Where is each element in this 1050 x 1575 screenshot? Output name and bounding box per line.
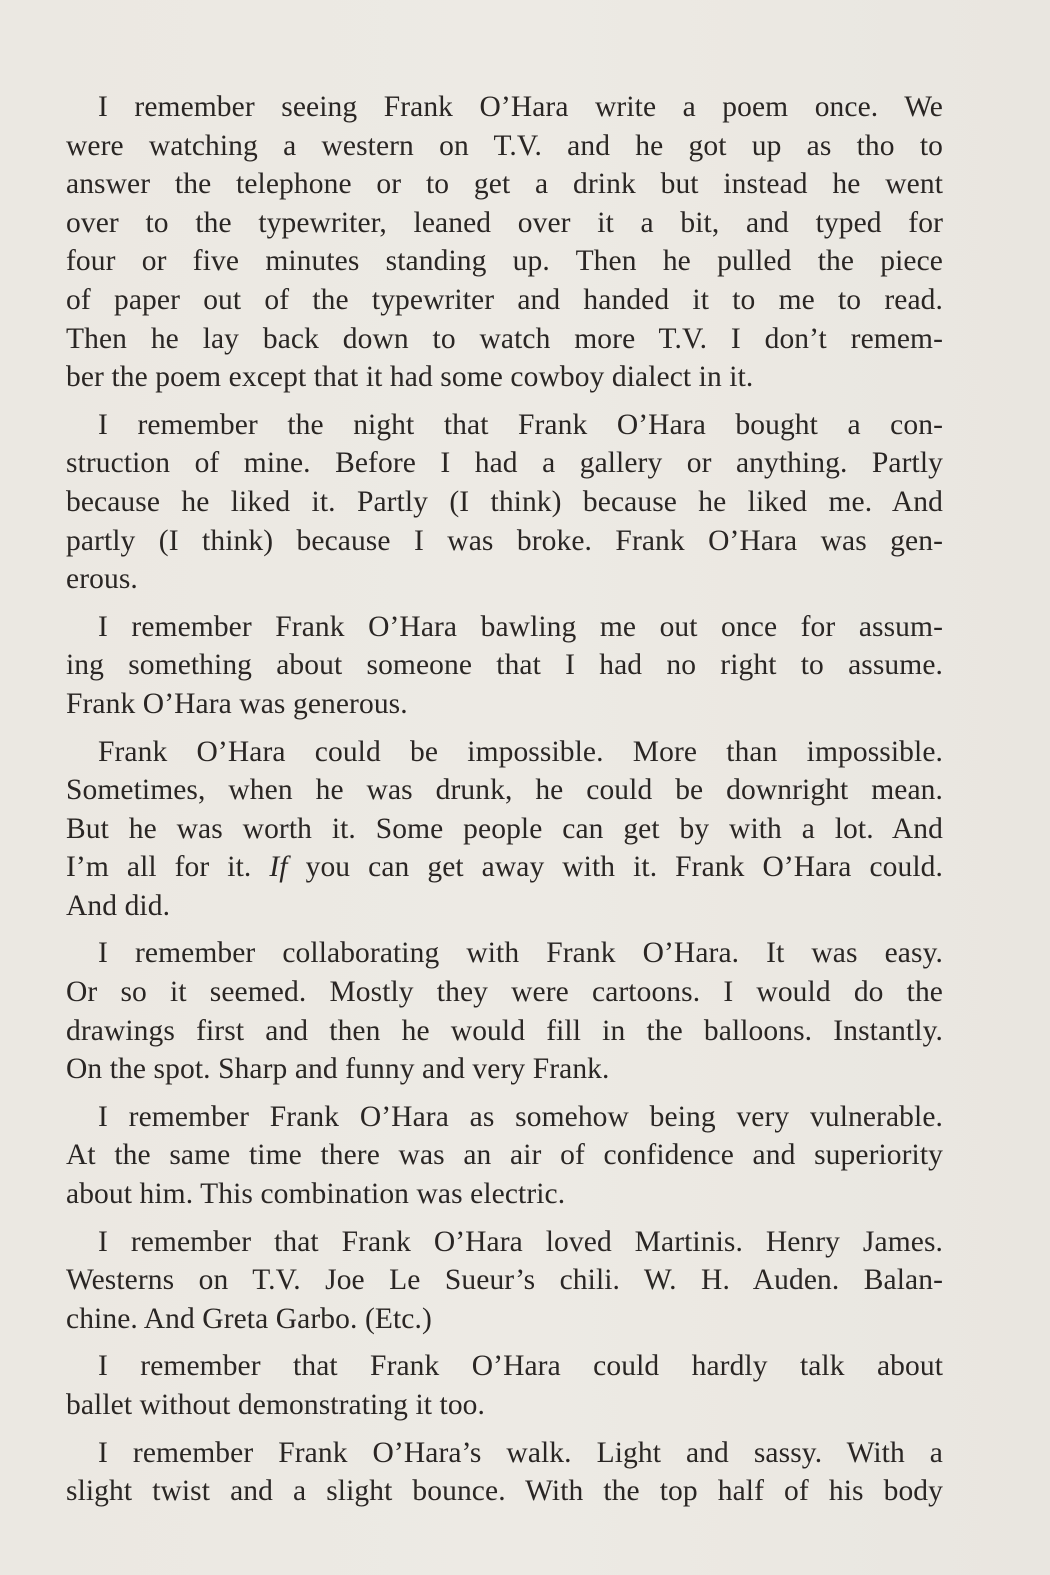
- paragraph-walk: [34, 1434, 943, 1511]
- paragraph-poem-writing: [34, 88, 943, 397]
- text-line: At the same time there was an air of confidence and superiority: [66, 1139, 943, 1172]
- text-line: I remember collaborating with Frank O’Hara. It was easy.: [98, 937, 943, 970]
- text-line: drawings first and then he would fill in the balloons. Instantly.: [66, 1014, 943, 1047]
- text-line: erous.: [66, 563, 138, 596]
- text-line: Westerns on T.V. Joe Le Sueur’s chili. W. H. Auden. Balan-: [66, 1264, 943, 1297]
- text-line: I remember seeing Frank O’Hara write a poem once. We: [98, 91, 943, 123]
- text-line: And did.: [66, 889, 171, 922]
- paragraph-ballet: [34, 1347, 943, 1424]
- text-line: Sometimes, when he was drunk, he could be downright mean.: [66, 774, 943, 807]
- text-line: of paper out of the typewriter and handed it to me to read.: [66, 283, 943, 316]
- text-line: four or five minutes standing up. Then he pulled the piece: [66, 245, 943, 278]
- text-line: I remember Frank O’Hara bawling me out once for assum-: [98, 610, 943, 643]
- text-line: ber the poem except that it had some cowboy dialect in it.: [66, 361, 754, 394]
- body-text: [34, 88, 943, 1520]
- text-line: I remember that Frank O’Hara could hardly talk about: [98, 1350, 943, 1383]
- text-line: ing something about someone that I had no right to assume.: [66, 649, 943, 682]
- text-segment: you can get away with it. Frank O’Hara could.: [305, 851, 943, 884]
- text-segment: I’m all for it.: [66, 851, 252, 884]
- text-line: about him. This combination was electric.: [66, 1178, 566, 1211]
- text-line: slight twist and a slight bounce. With the top half of his body: [66, 1475, 943, 1508]
- text-line: Then he lay back down to watch more T.V. I don’t remem-: [66, 322, 943, 355]
- paragraph-construction: [34, 406, 943, 599]
- italic-emphasis: If: [269, 851, 288, 884]
- text-line: struction of mine. Before I had a gallery or anything. Partly: [66, 447, 943, 480]
- paragraph-loved: [34, 1223, 943, 1339]
- text-line: ballet without demonstrating it too.: [66, 1389, 486, 1421]
- paragraph-bawling-out: [34, 608, 943, 724]
- text-line: answer the telephone or to get a drink but instead he went: [66, 168, 943, 201]
- text-line: On the spot. Sharp and funny and very Frank.: [66, 1053, 610, 1086]
- text-line: Or so it seemed. Mostly they were cartoons. I would do the: [66, 976, 943, 1009]
- text-line: chine. And Greta Garbo. (Etc.): [66, 1302, 432, 1335]
- paragraph-vulnerable: [34, 1098, 943, 1214]
- text-line: Frank O’Hara could be impossible. More than impossible.: [98, 735, 943, 768]
- paragraph-impossible: [34, 733, 943, 926]
- text-line: I remember Frank O’Hara’s walk. Light and sassy. With a: [98, 1436, 943, 1469]
- text-line: Frank O’Hara was generous.: [66, 687, 408, 720]
- paragraph-collaborating: [34, 934, 943, 1088]
- text-line: partly (I think) because I was broke. Frank O’Hara was gen-: [66, 524, 943, 557]
- text-line: because he liked it. Partly (I think) because he liked me. And: [66, 485, 943, 518]
- text-line: I remember Frank O’Hara as somehow being very vulnerable.: [98, 1100, 943, 1133]
- text-line-with-italic: [34, 848, 943, 887]
- text-line: over to the typewriter, leaned over it a bit, and typed for: [66, 206, 943, 239]
- text-line: I remember that Frank O’Hara loved Martinis. Henry James.: [98, 1225, 943, 1258]
- text-line: were watching a western on T.V. and he got up as tho to: [66, 129, 943, 162]
- text-line: But he was worth it. Some people can get by with a lot. And: [66, 812, 943, 845]
- text-line: I remember the night that Frank O’Hara bought a con-: [98, 408, 943, 441]
